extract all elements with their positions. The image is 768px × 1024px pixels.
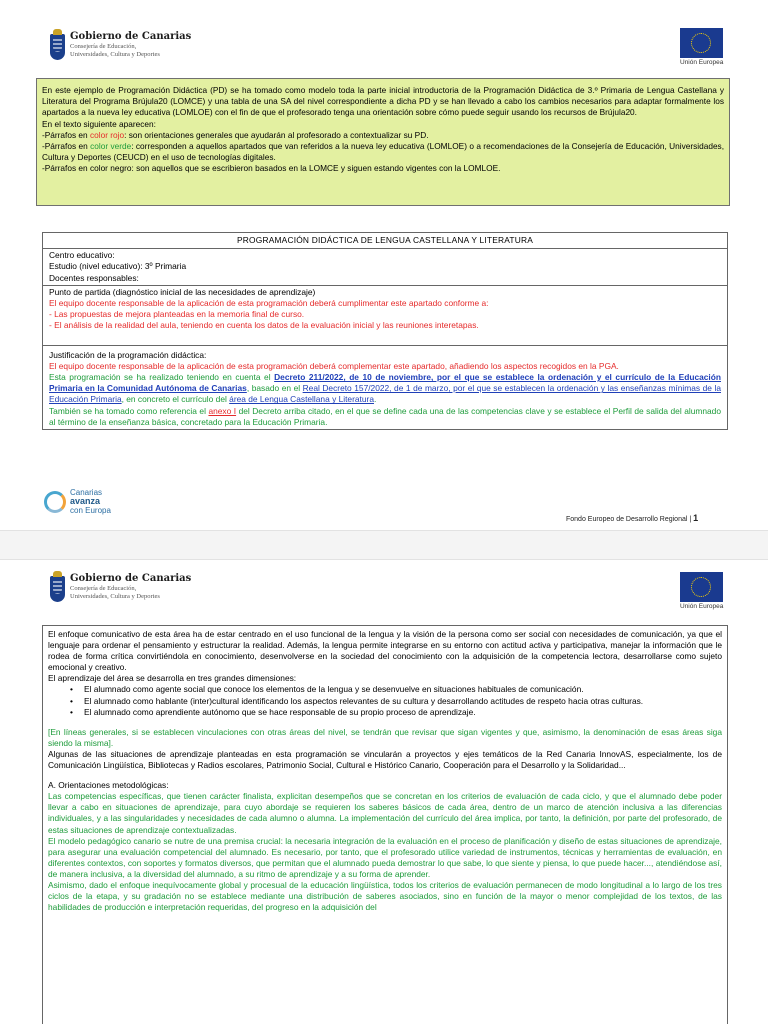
decreto-211-link[interactable]: Decreto 211/2022, de 10 de noviembre, por el que se establece la ordenación y el currículo de la Educación Primaria en la Comunidad Autónoma de Canarias — [49, 372, 721, 394]
list-item: • El alumnado como agente social que conoce los elementos de la lengua y se desenvuelve en situaciones habituales de comunicación. — [70, 684, 722, 695]
document-page-2 — [0, 560, 768, 1024]
list-item: • El alumnado como hablante (inter)cultural identificando los aspectos relevantes de su cultura y desarrollando actitudes de respeto hacia otras culturas. — [70, 696, 722, 707]
centro-educativo-label: Centro educativo: — [49, 250, 115, 261]
note-paragraph: En este ejemplo de Programación Didáctica (PD) se ha tomado como modelo toda la parte inicial introductoria de la Programación Didáctica de 3.º Primaria de Lengua Castellana y Literatura del Programa Brújula20 (LOMCE) y una tabla de una SA del nivel correspondiente a dicha PD y se han llevado a cabo los cambios necesarios para adaptar formalmente los apartados a la nueva ley educativa (LOMLOE) con el fin de que el profesorado tenga una orientación sobre cómo puede seguir usando los recursos de Brújula20. — [42, 85, 724, 118]
red-color-label: color rojo — [89, 129, 125, 140]
org-title: Gobierno de Canarias — [70, 573, 192, 584]
body-paragraph: El enfoque comunicativo de esta área ha de estar centrado en el uso funcional de la lengua y la visión de la persona como ser social con necesidades de comunicación, ya que el lenguaje para ordenar el pensamiento y estructurar la realidad. Además, la lengua permite integrarse en su entorno con actitud activa y participativa, manejar la información que le rodea de forma crítica convirtiéndola en conocimiento, desenvolverse en la sociedad del conocimiento con la adquisición de la competencia lectora, desarrollarse como sujeto emocional y creativo. — [48, 629, 722, 673]
note-black-item: -Párrafos en color negro: son aquellos que se escribieron basados en la LOMCE y siguen estando vigentes con la LOMLOE. — [42, 163, 501, 174]
justificacion-title: Justificación de la programación didáctica: — [49, 349, 207, 360]
justificacion-green-text: Esta programación se ha realizado teniendo en cuenta el Decreto 211/2022, de 10 de noviembre, por el que se establece la ordenación y el currículo de la Educación Primaria en la Comunidad Autónoma de Canarias, basado en el Real Decreto 157/2022, de 1 de marzo, por el que se establecen la ordenación y las enseñanzas mínimas de la Educación Primaria, en concreto el currículo del área de Lengua Castellana y Literatura. — [49, 372, 721, 405]
area-lengua-link[interactable]: área de Lengua Castellana y Literatura — [229, 394, 374, 405]
page-2-content — [42, 625, 728, 1024]
body-paragraph: Algunas de las situaciones de aprendizaje planteadas en esta programación se vincularán a proyectos y ejes temáticos de la Red Canaria InnovAS, especialmente, los de Comunicación Lingüística, Bibliotecas y Radios escolares, Patrimonio Social, Cultural e Histórico Canario, Cooperación para el Desarrollo y la Solidaridad... — [48, 748, 722, 771]
swirl-icon — [44, 491, 66, 513]
punto-partida-cell — [43, 286, 727, 346]
docentes-label: Docentes responsables: — [49, 272, 139, 283]
eu-logo — [680, 28, 724, 66]
gobierno-canarias-logo — [50, 32, 191, 60]
punto-red-text: El equipo docente responsable de la aplicación de esta programación deberá cumplimentar este apartado conforme a: — [49, 298, 489, 309]
green-paragraph: El modelo pedagógico canario se nutre de una premisa crucial: la necesaria integración de la evaluación en el proceso de planificación y diseño de estas situaciones de aprendizaje, para asegurar una evaluación competencial del alumnado. Es necesario, por tanto, que el profesorado utilice variedad de instrumentos, técnicas y herramientas de evaluación, en diferentes contextos, con soportes y formatos diversos, que permitan que el alumnado pueda demostrar lo que sabe, lo que siente y piensa, lo que puede hacer..., atendiéndose así, de manera inclusiva, a la diversidad del alumnado, a su ritmo de aprendizaje y a su forma de aprender. — [48, 835, 722, 879]
page-separator — [0, 530, 768, 560]
estudio-label: Estudio (nivel educativo): 3º Primaria — [49, 261, 187, 272]
page-footer — [566, 513, 698, 523]
table-title: PROGRAMACIÓN DIDÁCTICA DE LENGUA CASTELLANA Y LITERATURA — [43, 233, 727, 249]
canarias-logo-line-2: avanza — [70, 496, 101, 506]
page-number: 1 — [693, 513, 699, 523]
note-heading: En el texto siguiente aparecen: — [42, 118, 156, 129]
eu-logo — [680, 572, 724, 610]
intro-note-box — [36, 78, 730, 206]
section-heading: A. Orientaciones metodológicas: — [48, 780, 169, 791]
org-subtitle-1: Consejería de Educación, — [70, 43, 137, 50]
eu-caption: Unión Europea — [680, 603, 724, 610]
canarias-logo-line-1: Canarias — [70, 488, 103, 497]
footer-text: Fondo Europeo de Desarrollo Regional | — [566, 516, 694, 523]
justificacion-red-text: El equipo docente responsable de la aplicación de esta programación deberá complementar este apartado, añadiendo los aspectos recogidos en la PGA. — [49, 360, 619, 371]
canarias-avanza-logo — [44, 488, 111, 515]
org-subtitle-2: Universidades, Cultura y Deportes — [70, 593, 160, 601]
note-red-item: -Párrafos en color rojo: son orientaciones generales que ayudarán al profesorado a contextualizar su PD. — [42, 129, 429, 140]
list-item: • El alumnado como aprendiente autónomo que se hace responsable de su propio proceso de aprendizaje. — [70, 707, 722, 718]
centro-docentes-cell — [43, 249, 727, 286]
punto-partida-title: Punto de partida (diagnóstico inicial de las necesidades de aprendizaje) — [49, 286, 316, 297]
org-title: Gobierno de Canarias — [70, 31, 192, 42]
eu-flag-icon — [680, 572, 723, 602]
coat-of-arms-icon — [50, 34, 65, 60]
gobierno-canarias-logo — [50, 574, 191, 602]
justificacion-cell — [43, 346, 727, 429]
body-paragraph: El aprendizaje del área se desarrolla en tres grandes dimensiones: — [48, 673, 297, 684]
green-paragraph: Las competencias específicas, que tienen carácter finalista, explicitan desempeños que se concretan en los criterios de evaluación de cada ciclo, y que el alumnado debe poder llevar a cabo en situaciones de aprendizaje, para cuyo abordaje se requieren los saberes básicos de cada área, dentro de un marco de atención inclusiva a las diferencias individuales, y a las singularidades y necesidades de cada alumno o alumna. La implementación del currículo del área implica, por tanto, la definición, por parte del profesorado, de estas situaciones de aprendizaje contextualizadas. — [48, 791, 722, 835]
note-green-item: -Párrafos en color verde: corresponden a aquellos apartados que van referidos a la nueva ley educativa (LOMLOE) o a recomendaciones de la Consejería de Educación, Universidades, Cultura y Deportes (CEUCD) en el uso de tecnologías digitales. — [42, 141, 725, 163]
dimensions-list — [70, 684, 722, 717]
eu-flag-icon — [680, 28, 723, 58]
programacion-table — [42, 232, 728, 430]
org-subtitle-2: Universidades, Cultura y Deportes — [70, 51, 160, 59]
eu-caption: Unión Europea — [680, 59, 724, 66]
green-note: [En líneas generales, si se establecen vinculaciones con otras áreas del nivel, se tendrán que revisar que sigan vigentes y que, asimismo, la denominación de esas áreas siga siendo la misma]. — [48, 726, 722, 748]
canarias-logo-line-3: con Europa — [70, 506, 111, 515]
punto-red-item: - Las propuestas de mejora planteadas en la memoria final de curso. — [49, 309, 305, 320]
org-subtitle-1: Consejería de Educación, — [70, 585, 137, 592]
coat-of-arms-icon — [50, 576, 65, 602]
anexo-i-link[interactable]: anexo I — [208, 405, 237, 416]
green-color-label: color verde — [90, 141, 132, 152]
justificacion-green-text-2: También se ha tomado como referencia el anexo I del Decreto arriba citado, en el que se define cada una de las competencias clave y se establece el Perfil de salida del alumnado al término de la enseñanza básica, concretado para la Educación Primaria. — [49, 405, 721, 427]
real-decreto-157-link[interactable]: Real Decreto 157/2022, de 1 de marzo, por el que se establecen la ordenación y las enseñanzas mínimas de la Educación Primaria — [49, 383, 721, 405]
green-paragraph: Asimismo, dado el enfoque inequívocamente global y procesual de la educación lingüística, todos los criterios de evaluación permanecen de modo longitudinal a lo largo de los tres ciclos de la etapa, y su gradación no se establece mediante una distribución de saberes asociados, sino en función de la mayor o menor complejidad de los textos, de las habilidades de producción e interpretación requeridas, del progreso en la adquisición del — [48, 879, 722, 913]
punto-red-item: - El análisis de la realidad del aula, teniendo en cuenta los datos de la evaluación inicial y las reuniones interetapas. — [49, 320, 479, 331]
